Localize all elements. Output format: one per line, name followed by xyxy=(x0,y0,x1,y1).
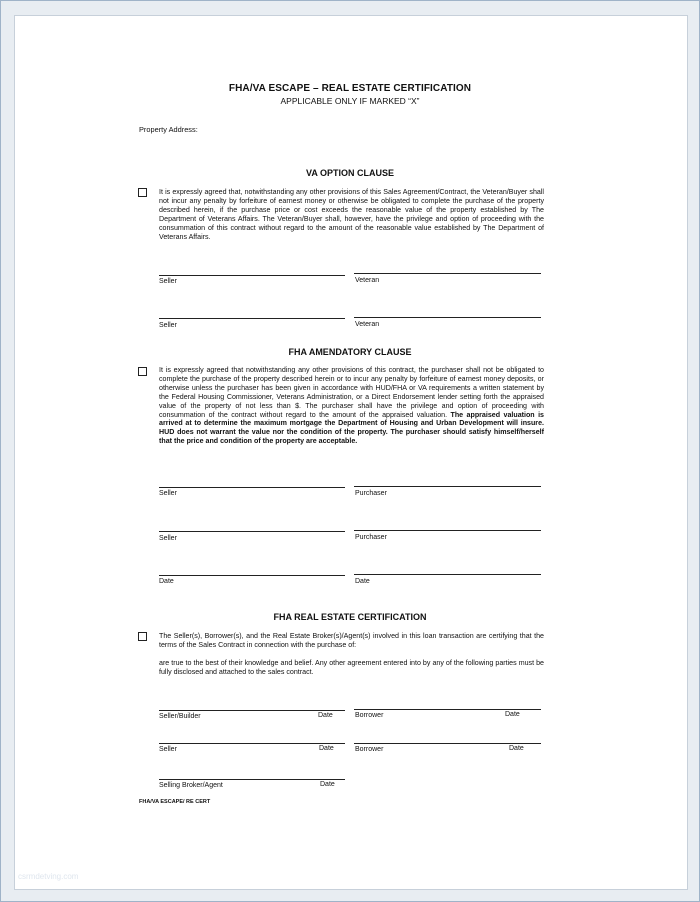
va-seller-line-1[interactable] xyxy=(159,275,345,276)
document-page xyxy=(14,15,688,890)
fha-purchaser-label-2: Purchaser xyxy=(355,534,387,541)
cert-borrower-label-2: Borrower xyxy=(355,746,384,753)
cert-seller-label: Seller xyxy=(159,746,177,753)
cert-checkbox[interactable] xyxy=(138,632,147,641)
cert-seller-date-label: Date xyxy=(319,745,334,752)
va-veteran-label-2: Veteran xyxy=(355,321,380,328)
va-checkbox[interactable] xyxy=(138,188,147,197)
fha-date-label-1: Date xyxy=(159,578,174,585)
fha-seller-line-1[interactable] xyxy=(159,487,345,488)
va-seller-label-2: Seller xyxy=(159,322,177,329)
fha-seller-line-2[interactable] xyxy=(159,531,345,532)
cert-borrower-line-2[interactable] xyxy=(354,743,541,744)
cert-broker-date-label: Date xyxy=(320,781,335,788)
cert-text-1: The Seller(s), Borrower(s), and the Real Estate Broker(s)/Agent(s) involved in this loan transaction are certifying that the terms of the Sales Contract in connection with the purchase of: xyxy=(159,632,544,649)
cert-seller-line[interactable] xyxy=(159,743,345,744)
cert-text-2: are true to the best of their knowledge and belief. Any other agreement entered into by any of the following parties must be fully disclosed and attached to the sales contract. xyxy=(159,659,544,676)
fha-text-block xyxy=(159,366,544,446)
form-footer-code: FHA/VA ESCAPE/ RE CERT xyxy=(139,799,211,805)
va-veteran-label-1: Veteran xyxy=(355,277,380,284)
watermark: csrmdetving.com xyxy=(18,872,79,881)
document-subtitle: APPLICABLE ONLY IF MARKED “X” xyxy=(280,96,420,106)
cert-heading: FHA REAL ESTATE CERTIFICATION xyxy=(273,612,427,622)
cert-broker-label: Selling Broker/Agent xyxy=(159,782,223,789)
cert-borrower-date-label-1: Date xyxy=(505,711,520,718)
va-text: It is expressly agreed that, notwithstanding any other provisions of this Sales Agreement/Contract, the Veteran/Buyer shall not incur any penalty by forfeiture of earnest money or otherwise be obligated to complete the purchase of the property described herein, if the purchase price or cost exceeds the reasonable value of the property established by The Department of Veterans Affairs. The Veteran/Buyer shall, however, have the privilege and option of proceeding with the consummation of this contract without regard to the amount of the reasonable value established by The Department of Veterans Affairs. xyxy=(159,188,544,241)
cert-seller-builder-date-label: Date xyxy=(318,712,333,719)
fha-checkbox[interactable] xyxy=(138,367,147,376)
fha-heading: FHA AMENDATORY CLAUSE xyxy=(288,347,412,357)
cert-broker-line[interactable] xyxy=(159,779,345,780)
va-seller-line-2[interactable] xyxy=(159,318,345,319)
va-heading: VA OPTION CLAUSE xyxy=(305,168,394,178)
fha-date-label-2: Date xyxy=(355,578,370,585)
cert-borrower-line-1[interactable] xyxy=(354,709,541,710)
property-address-label: Property Address: xyxy=(139,125,198,134)
cert-borrower-date-label-2: Date xyxy=(509,745,524,752)
va-veteran-line-2[interactable] xyxy=(354,317,541,318)
cert-seller-builder-label: Seller/Builder xyxy=(159,713,201,720)
fha-date-line-1[interactable] xyxy=(159,575,345,576)
cert-borrower-label-1: Borrower xyxy=(355,712,384,719)
fha-seller-label-1: Seller xyxy=(159,490,177,497)
fha-purchaser-line-2[interactable] xyxy=(354,530,541,531)
document-title: FHA/VA ESCAPE – REAL ESTATE CERTIFICATION xyxy=(228,83,472,94)
va-veteran-line-1[interactable] xyxy=(354,273,541,274)
fha-purchaser-label-1: Purchaser xyxy=(355,490,387,497)
fha-date-line-2[interactable] xyxy=(354,574,541,575)
va-seller-label-1: Seller xyxy=(159,278,177,285)
fha-text: It is expressly agreed that notwithstanding any other provisions of this contract, the purchaser shall not be obligated to complete the purchase of the property described herein or to incur any penalty by forfeiture of earnest money deposits, or otherwise unless the purchaser has been given in accordance with HUD/FHA or VA requirements a written statement by the Federal Housing Commissioner, Veterans Administration, or a Direct Endorsement lender setting forth the appraised value of the property of not less than $. The purchaser shall have the privilege and option of proceeding with consummation of the contract without regard to the amount of the appraised valuation. xyxy=(159,366,544,419)
cert-seller-builder-line[interactable] xyxy=(159,710,345,711)
fha-bold-text: The appraised valuation is arrived at to determine the maximum mortgage the Department of Housing and Urban Development will insure. HUD does not warrant the value nor the condition of the property. The purchaser should satisfy himself/herself that the price and condition of the property are acceptable. xyxy=(159,410,544,446)
fha-purchaser-line-1[interactable] xyxy=(354,486,541,487)
fha-seller-label-2: Seller xyxy=(159,535,177,542)
